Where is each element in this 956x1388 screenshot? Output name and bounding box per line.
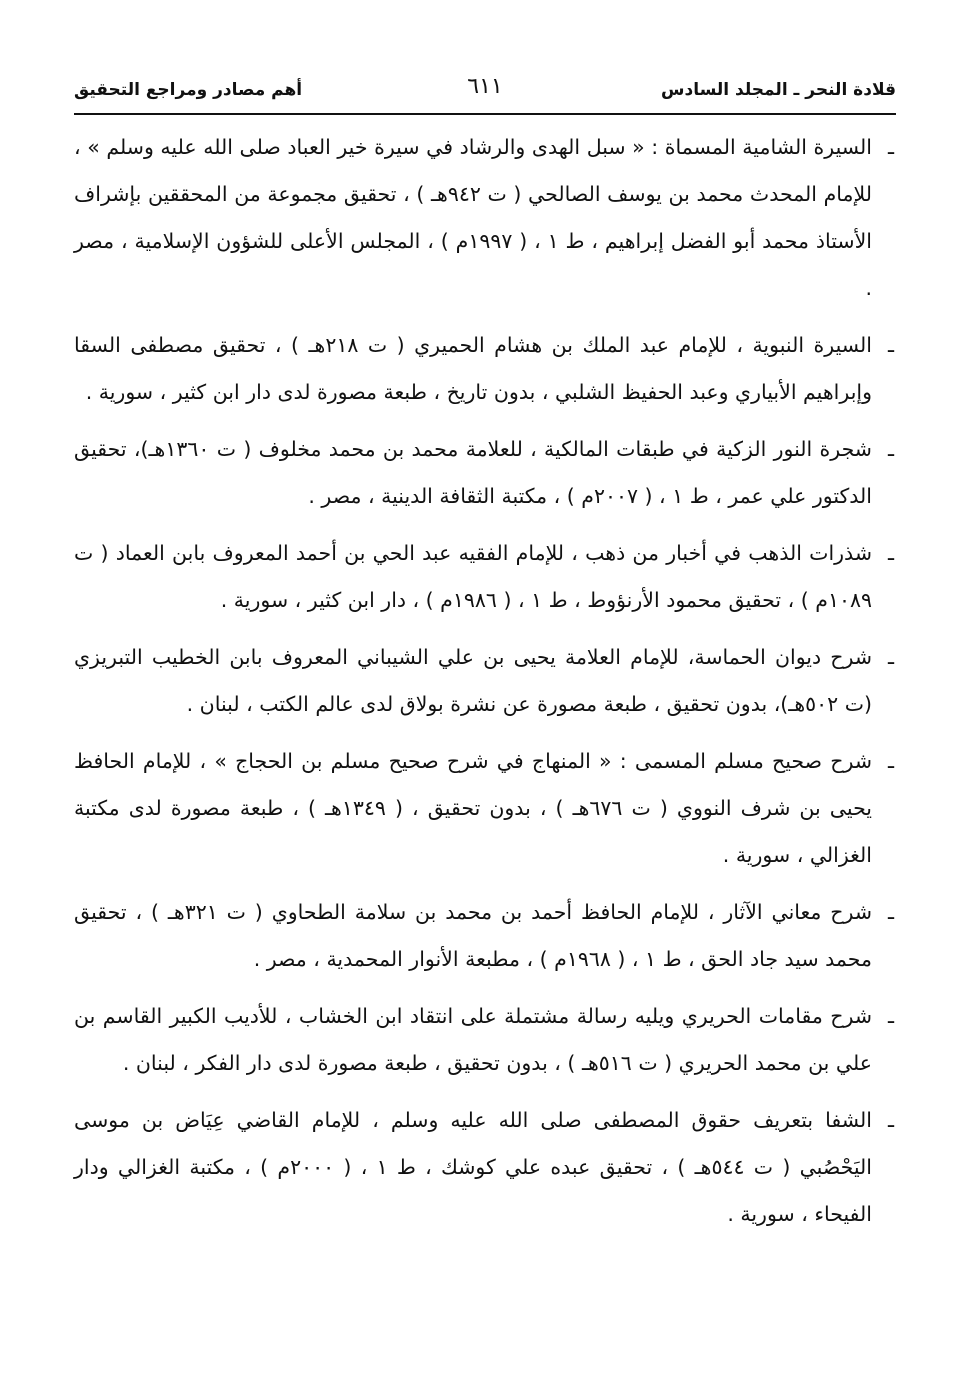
entry-text: السيرة الشامية المسماة : « سبل الهدى والرشاد في سيرة خير العباد صلى الله عليه وسلم » ، للإمام المحدث محمد بن يوسف الصالحي ( ت ٩٤٢هـ ) ، تحقيق مجموعة من المحققين بإشراف الأستاذ محمد أبو الفضل إبراهيم ، ط ١ ، ( ١٩٩٧م ) ، المجلس الأعلى للشؤون الإسلامية ، مصر . [74,135,872,300]
entry-text: الشفا بتعريف حقوق المصطفى صلى الله عليه وسلم ، للإمام القاضي عِيَاض بن موسى اليَحْصُبي ( ت ٥٤٤هـ ) ، تحقيق عبده علي كوشك ، ط ١ ، ( ٢٠٠٠م ) ، مكتبة الغزالي ودار الفيحاء ، سورية . [74,1108,872,1226]
entry-dash: ـ [887,541,894,565]
bibliography-entry [74,889,896,983]
entry-text: شجرة النور الزكية في طبقات المالكية ، للعلامة محمد بن محمد مخلوف ( ت ١٣٦٠هـ)، تحقيق الدكتور علي عمر ، ط ١ ، ( ٢٠٠٧م ) ، مكتبة الثقافة الدينية ، مصر . [74,437,872,508]
bibliography-entry [74,634,896,728]
entry-dash: ـ [887,645,894,669]
entry-dash: ـ [887,437,894,461]
entry-text: شرح معاني الآثار ، للإمام الحافظ أحمد بن محمد بن سلامة الطحاوي ( ت ٣٢١هـ ) ، تحقيق محمد سيد جاد الحق ، ط ١ ، ( ١٩٦٨م ) ، مطبعة الأنوار المحمدية ، مصر . [74,900,872,971]
entry-text: شرح صحيح مسلم المسمى : « المنهاج في شرح صحيح مسلم بن الحجاج » ، للإمام الحافظ يحيى بن شرف النووي ( ت ٦٧٦هـ ) ، بدون تحقيق ، ( ١٣٤٩هـ ) ، طبعة مصورة لدى مكتبة الغزالي ، سورية . [74,749,873,867]
entry-text: السيرة النبوية ، للإمام عبد الملك بن هشام الحميري ( ت ٢١٨هـ ) ، تحقيق مصطفى السقا وإبراهيم الأبياري وعبد الحفيظ الشلبي ، بدون تاريخ ، طبعة مصورة لدى دار ابن كثير ، سورية . [74,333,872,404]
bibliography-entry [74,426,896,520]
entry-text: شرح ديوان الحماسة، للإمام العلامة يحيى بن علي الشيباني المعروف بابن الخطيب التبريزي (ت ٥٠٢هـ)، بدون تحقيق ، طبعة مصورة عن نشرة بولاق لدى عالم الكتب ، لبنان . [74,645,872,716]
page-header [74,74,896,110]
entry-dash: ـ [887,749,894,773]
entry-dash: ـ [887,135,894,159]
entry-dash: ـ [887,900,894,924]
entry-text: شرح مقامات الحريري ويليه رسالة مشتملة على انتقاد ابن الخشاب ، للأديب الكبير القاسم بن علي بن محمد الحريري ( ت ٥١٦هـ ) ، بدون تحقيق ، طبعة مصورة لدى دار الفكر ، لبنان . [74,1004,872,1075]
entry-dash: ـ [887,1004,894,1028]
header-rule [74,113,896,115]
page-number: ٦١١ [467,74,503,99]
bibliography-list [74,124,896,1248]
bibliography-entry [74,993,896,1087]
bibliography-entry [74,530,896,624]
entry-dash: ـ [887,1108,894,1132]
bibliography-entry [74,124,896,312]
entry-dash: ـ [887,333,894,357]
bibliography-entry [74,322,896,416]
entry-text: شذرات الذهب في أخبار من ذهب ، للإمام الفقيه عبد الحي بن أحمد المعروف بابن العماد ( ت ١٠٨٩م ) ، تحقيق محمود الأرنؤوط ، ط ١ ، ( ١٩٨٦م ) ، دار ابن كثير ، سورية . [74,541,872,612]
bibliography-entry [74,738,896,879]
bibliography-entry [74,1097,896,1238]
section-title: أهم مصادر ومراجع التحقيق [74,80,303,100]
book-title: قلادة النحر ـ المجلد السادس [661,80,896,100]
